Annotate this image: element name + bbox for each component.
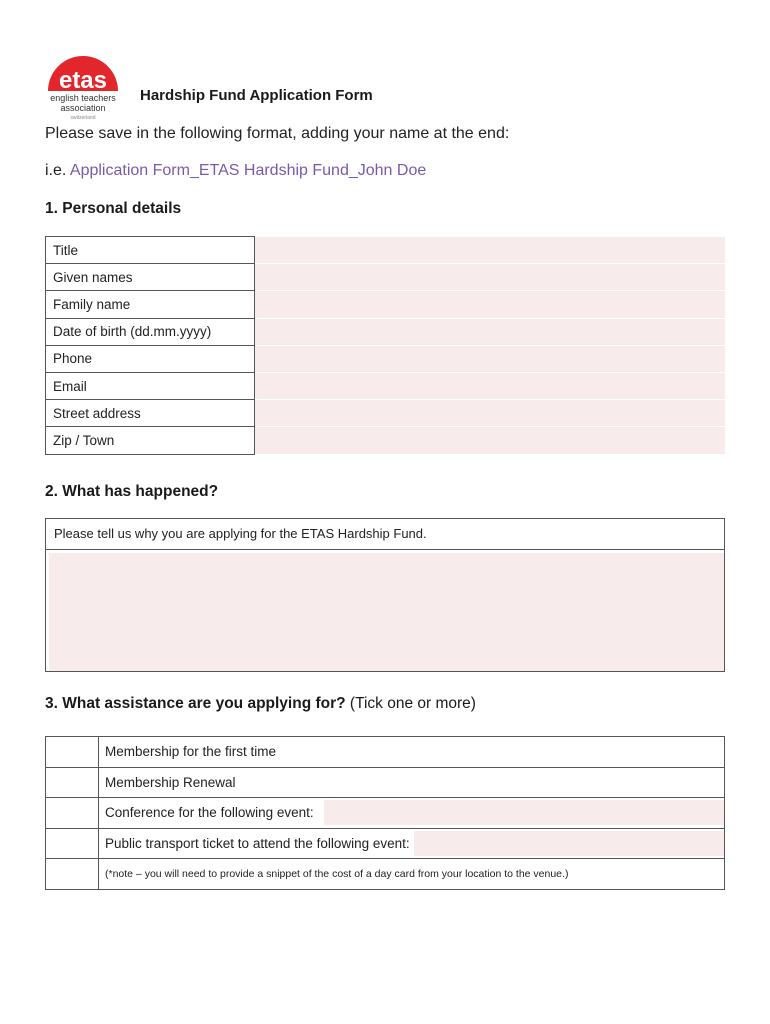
option-label: Public transport ticket to attend the following event: (105, 835, 410, 851)
section1-heading: 1. Personal details (45, 200, 182, 217)
logo-word: etas (58, 67, 108, 94)
table-row (46, 264, 726, 291)
transport-note: (*note – you will need to provide a snippet of the cost of a day card from your location to the venue.) (99, 859, 725, 890)
date-of-birth-input[interactable] (255, 318, 726, 345)
field-label: Title (46, 237, 255, 264)
what-happened-box (45, 518, 725, 672)
form-title: Hardship Fund Application Form (140, 87, 373, 104)
assistance-table (45, 736, 725, 890)
field-label: Street address (46, 400, 255, 427)
phone-input[interactable] (255, 345, 726, 372)
field-label: Family name (46, 291, 255, 318)
table-row (46, 767, 725, 798)
table-row (46, 859, 725, 890)
table-row (46, 828, 725, 859)
family-name-input[interactable] (255, 291, 726, 318)
email-input[interactable] (255, 372, 726, 399)
table-row (46, 291, 726, 318)
what-happened-textarea[interactable] (49, 553, 724, 671)
etas-logo (44, 55, 122, 125)
zip-town-input[interactable] (255, 427, 726, 454)
what-happened-prompt: Please tell us why you are applying for the ETAS Hardship Fund. (46, 519, 724, 550)
note-row-checkbox[interactable] (46, 859, 99, 890)
membership-first-checkbox[interactable] (46, 737, 99, 768)
section3-note: (Tick one or more) (345, 695, 476, 712)
section3-title: 3. What assistance are you applying for? (45, 695, 346, 712)
given-names-input[interactable] (255, 264, 726, 291)
example-prefix: i.e. (45, 162, 70, 179)
table-row (46, 372, 726, 399)
field-label: Email (46, 372, 255, 399)
table-row (46, 318, 726, 345)
field-label: Phone (46, 345, 255, 372)
option-label: Conference for the following event: (105, 805, 314, 821)
personal-details-table (45, 236, 726, 455)
save-instruction: Please save in the following format, adding your name at the end: (45, 125, 510, 142)
table-row (46, 400, 726, 427)
section3-heading (45, 695, 476, 713)
street-address-input[interactable] (255, 400, 726, 427)
logo-sub1: english teachers (50, 93, 116, 103)
conference-event-input[interactable] (324, 800, 724, 825)
logo-sub3: switzerland (70, 115, 96, 121)
option-label: Membership for the first time (99, 737, 725, 768)
field-label: Given names (46, 264, 255, 291)
logo-sub2: association (60, 103, 106, 113)
field-label: Date of birth (dd.mm.yyyy) (46, 318, 255, 345)
table-row (46, 427, 726, 454)
conference-checkbox[interactable] (46, 798, 99, 829)
transport-event-input[interactable] (414, 831, 724, 856)
section2-heading: 2. What has happened? (45, 483, 219, 500)
table-row (46, 237, 726, 264)
table-row (46, 737, 725, 768)
table-row (46, 345, 726, 372)
filename-example (45, 162, 426, 180)
example-filename: Application Form_ETAS Hardship Fund_John Doe (69, 162, 427, 179)
table-row (46, 798, 725, 829)
field-label: Zip / Town (46, 427, 255, 454)
option-label: Membership Renewal (99, 767, 725, 798)
transport-ticket-checkbox[interactable] (46, 828, 99, 859)
title-input[interactable] (255, 237, 726, 264)
membership-renewal-checkbox[interactable] (46, 767, 99, 798)
